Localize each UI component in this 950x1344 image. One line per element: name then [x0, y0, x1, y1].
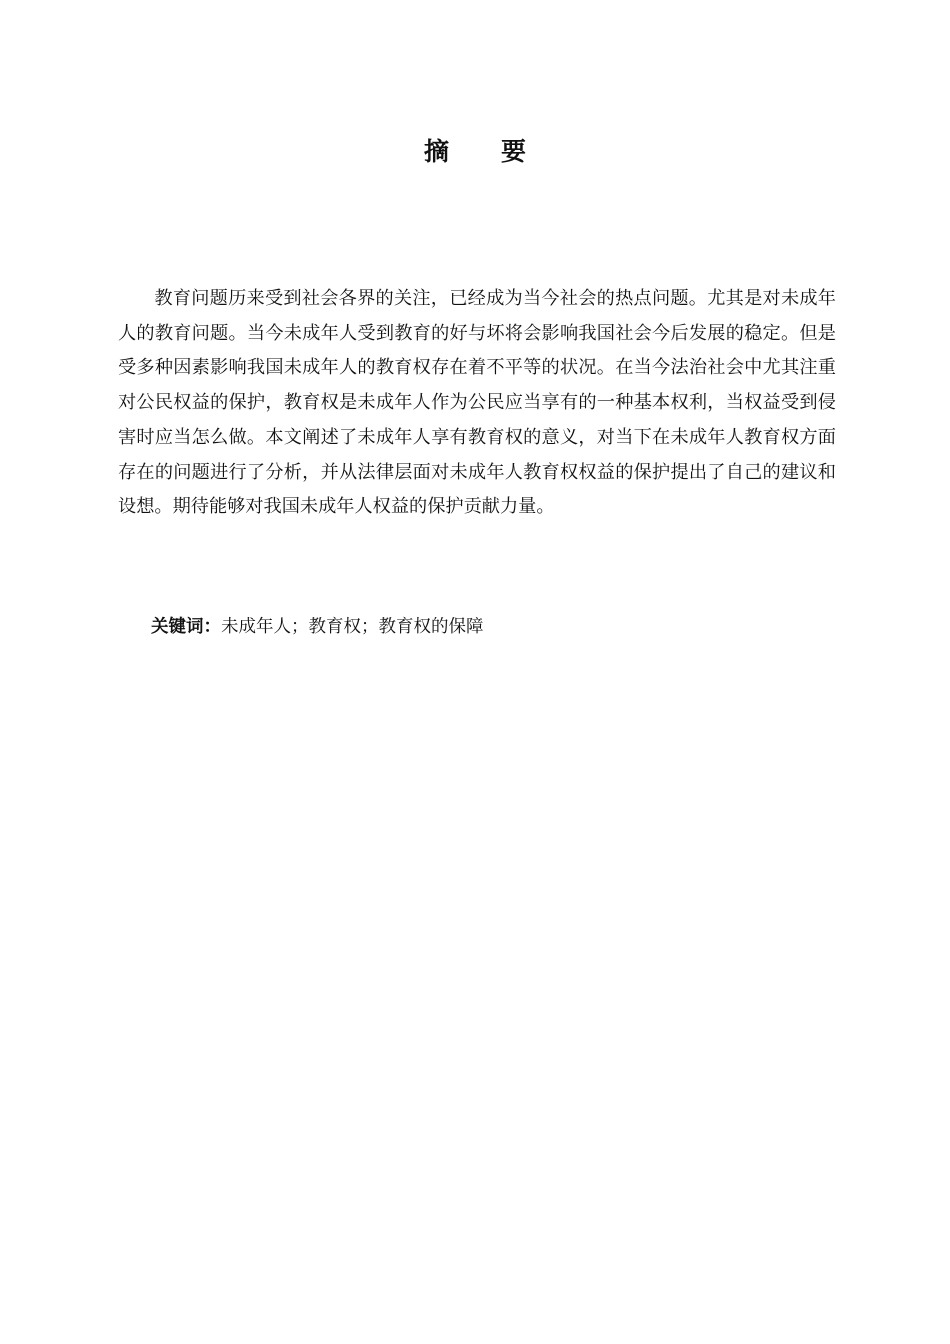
abstract-body: 教育问题历来受到社会各界的关注，已经成为当今社会的热点问题。尤其是对未成年人的教育问题。当今未成年人受到教育的好与坏将会影响我国社会今后发展的稳定。但是受多种因素影响我国未成年人的教育权存在着不平等的状况。在当今法治社会中尤其注重对公民权益的保护，教育权是未成年人作为公民应当享有的一种基本权利，当权益受到侵害时应当怎么做。本文阐述了未成年人享有教育权的意义，对当下在未成年人教育权方面存在的问题进行了分析，并从法律层面对未成年人教育权权益的保护提出了自己的建议和设想。期待能够对我国未成年人权益的保护贡献力量。 [118, 288, 836, 518]
keywords-line [151, 612, 484, 642]
title-char-2: 要 [501, 137, 527, 166]
abstract-title [0, 132, 950, 168]
title-char-1: 摘 [423, 137, 449, 166]
keywords-label: 关键词： [151, 617, 221, 637]
keywords-text: 未成年人；教育权；教育权的保障 [221, 617, 484, 637]
